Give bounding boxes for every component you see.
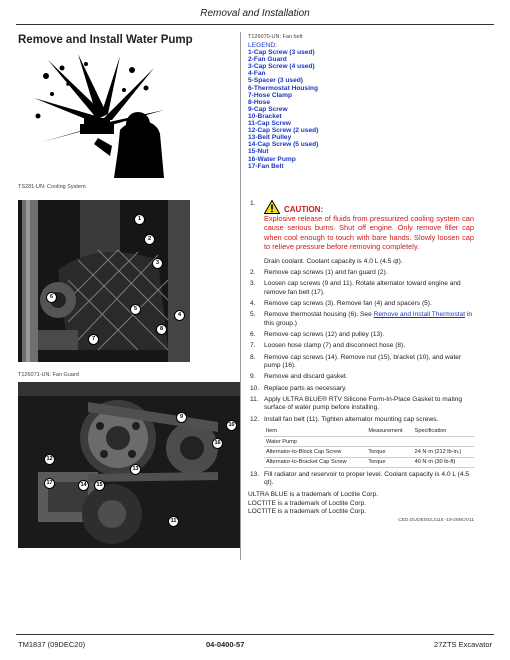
step-text: Apply ULTRA BLUE® RTV Silicone Form-In-Place Gasket to mating surface of water pump before installing. bbox=[264, 396, 463, 412]
warning-figure-caption: TS281-UN: Cooling System bbox=[18, 184, 86, 190]
table-row bbox=[264, 457, 474, 467]
trademark-note: LOCTITE is a trademark of Loctite Corp. bbox=[248, 499, 366, 507]
legend-item: 4-Fan bbox=[248, 70, 266, 78]
step-number: 9. bbox=[250, 373, 256, 381]
page-title: Remove and Install Water Pump bbox=[18, 34, 193, 46]
callout-17: 17 bbox=[44, 478, 55, 489]
callout-14: 14 bbox=[78, 480, 89, 491]
step-number: 8. bbox=[250, 353, 256, 361]
legend-caption: T126070-UN: Fan belt bbox=[248, 34, 303, 40]
step-number: 13. bbox=[250, 470, 260, 478]
step-number: 10. bbox=[250, 384, 260, 392]
step-text: Remove cap screws (14). Remove nut (15), bracket (10), and water pump (16). bbox=[264, 353, 462, 369]
callout-2: 2 bbox=[144, 234, 155, 245]
spec-cell: Torque bbox=[366, 447, 412, 457]
trademark-notes bbox=[248, 491, 474, 516]
spec-cell: Alternator-to-Block Cap Screw bbox=[264, 447, 366, 457]
spec-cell: Torque bbox=[366, 457, 412, 467]
spec-header-measurement: Measurement bbox=[366, 427, 412, 437]
step-3 bbox=[248, 280, 474, 296]
legend-item: 17-Fan Belt bbox=[248, 162, 284, 170]
step-text: Remove and discard gasket. bbox=[264, 373, 348, 381]
column-divider bbox=[240, 32, 241, 560]
step-text: Install fan belt (11). Tighten alternator mounting cap screws. bbox=[264, 415, 439, 423]
step-number: 7. bbox=[250, 342, 256, 350]
legend-item: 1-Cap Screw (3 used) bbox=[248, 49, 315, 57]
step-text: Remove thermostat housing (6). See bbox=[264, 311, 374, 319]
step-text: Loosen hose clamp (7) and disconnect hose (8). bbox=[264, 342, 406, 350]
step-12 bbox=[248, 416, 474, 468]
callout-6: 6 bbox=[46, 292, 57, 303]
spec-cell: 24 N·m (212 lb-in.) bbox=[413, 447, 474, 457]
callout-11: 11 bbox=[168, 516, 179, 527]
step-text: Remove cap screws (3). Remove fan (4) and spacers (5). bbox=[264, 300, 432, 307]
trademark-note: LOCTITE is a trademark of Loctite Corp. bbox=[248, 507, 366, 515]
callout-1: 1 bbox=[134, 214, 145, 225]
caution-label: CAUTION: bbox=[284, 204, 324, 214]
callout-8: 8 bbox=[156, 324, 167, 335]
legend-heading: LEGEND: bbox=[248, 42, 277, 49]
step-10 bbox=[248, 385, 474, 393]
step-text: Remove cap screws (12) and pulley (13). bbox=[264, 330, 385, 338]
footer-machine-model: 27ZTS Excavator bbox=[434, 640, 492, 649]
step-9 bbox=[248, 373, 474, 381]
legend-item: 15-Nut bbox=[248, 148, 269, 156]
step-4 bbox=[248, 300, 474, 308]
legend-item: 8-Hose bbox=[248, 98, 270, 106]
spec-cell: Alternator-to-Bracket Cap Screw bbox=[264, 457, 366, 467]
step-13 bbox=[248, 471, 474, 487]
drain-note bbox=[248, 258, 474, 266]
legend-item: 7-Hose Clamp bbox=[248, 91, 292, 99]
callout-9: 9 bbox=[176, 412, 187, 423]
step-text: Loosen cap screws (9 and 11). Rotate alternator toward engine and remove fan belt (17). bbox=[264, 280, 461, 296]
callout-16: 16 bbox=[212, 438, 223, 449]
callout-3: 3 bbox=[152, 258, 163, 269]
legend-item: 2-Fan Guard bbox=[248, 56, 287, 64]
spec-header-specification: Specification bbox=[413, 427, 474, 437]
callout-5: 5 bbox=[130, 304, 141, 315]
footer-manual-id: TM1837 (09DEC20) bbox=[18, 640, 86, 649]
step-11 bbox=[248, 396, 474, 412]
callout-15: 15 bbox=[94, 480, 105, 491]
step-number: 5. bbox=[250, 311, 256, 319]
footer-page-number: 04-0400-57 bbox=[206, 640, 245, 649]
step-8 bbox=[248, 354, 474, 370]
step-text: Replace parts as necessary. bbox=[264, 384, 347, 392]
step-number: 3. bbox=[250, 280, 256, 288]
legend-item: 16-Water Pump bbox=[248, 155, 296, 163]
caution-triangle-icon bbox=[264, 200, 280, 214]
section-header-text: Removal and Installation bbox=[200, 8, 310, 19]
footer-rule bbox=[16, 634, 494, 635]
thermostat-procedure-link[interactable]: Remove and Install Thermostat bbox=[373, 311, 466, 319]
section-header bbox=[16, 8, 494, 25]
procedure-steps bbox=[248, 200, 474, 525]
document-reference: CED,OUOE003,2118 -19-28NOV11 bbox=[398, 517, 474, 523]
legend-item: 13-Belt Pulley bbox=[248, 134, 292, 142]
step-1 bbox=[248, 200, 474, 252]
step-text: in this group.) bbox=[264, 311, 473, 327]
legend-item: 6-Thermostat Housing bbox=[248, 84, 318, 92]
step-7 bbox=[248, 342, 474, 350]
step-text: Remove cap screws (1) and fan guard (2). bbox=[264, 269, 388, 277]
table-row bbox=[264, 447, 474, 457]
legend-item: 11-Cap Screw bbox=[248, 120, 291, 128]
legend-item: 3-Cap Screw (4 used) bbox=[248, 63, 315, 71]
step-number: 6. bbox=[250, 330, 256, 338]
legend-item: 12-Cap Screw (2 used) bbox=[248, 127, 319, 135]
callout-7: 7 bbox=[88, 334, 99, 345]
step-2 bbox=[248, 269, 474, 277]
step-number: 11. bbox=[250, 396, 259, 404]
legend bbox=[248, 42, 318, 170]
torque-spec-table bbox=[264, 427, 474, 468]
spec-group: Water Pump bbox=[264, 437, 474, 447]
step-5 bbox=[248, 311, 474, 327]
step-text: Fill radiator and reservoir to proper level. Coolant capacity is 4.0 L (4.5 qt). bbox=[264, 470, 469, 487]
legend-item: 5-Spacer (3 used) bbox=[248, 77, 303, 85]
legend-item: 10-Bracket bbox=[248, 112, 282, 120]
water-pump-photo bbox=[18, 382, 240, 548]
trademark-note: ULTRA BLUE is a trademark of Loctite Corp. bbox=[248, 491, 378, 499]
spec-header-item: Item bbox=[264, 427, 366, 437]
step-number: 4. bbox=[250, 300, 256, 307]
callout-4: 4 bbox=[174, 310, 185, 321]
legend-item: 9-Cap Screw bbox=[248, 105, 288, 113]
spec-cell: 40 N·m (30 lb-ft) bbox=[413, 457, 474, 467]
cooling-system-warning-illustration bbox=[28, 54, 168, 178]
step-number: 1. bbox=[250, 200, 256, 207]
step-number: 12. bbox=[250, 415, 260, 423]
legend-item: 14-Cap Screw (5 used) bbox=[248, 141, 319, 149]
callout-13: 13 bbox=[130, 464, 141, 475]
drain-note-text: Drain coolant. Coolant capacity is 4.0 L (4.5 qt). bbox=[264, 257, 403, 265]
callout-12: 12 bbox=[44, 454, 55, 465]
caution-text: Explosive release of fluids from pressurized cooling system can cause serious burns. Shut off engine. Only remove filler cap when cool enough to touch with bare hands. Slowly loosen cap to relieve pressure before removing completely. bbox=[264, 214, 474, 252]
fan-guard-figure-caption: T126071-UN: Fan Guard bbox=[18, 372, 79, 378]
callout-10: 10 bbox=[226, 420, 237, 431]
step-number: 2. bbox=[250, 269, 256, 277]
step-6 bbox=[248, 331, 474, 339]
fan-guard-photo bbox=[18, 200, 190, 362]
